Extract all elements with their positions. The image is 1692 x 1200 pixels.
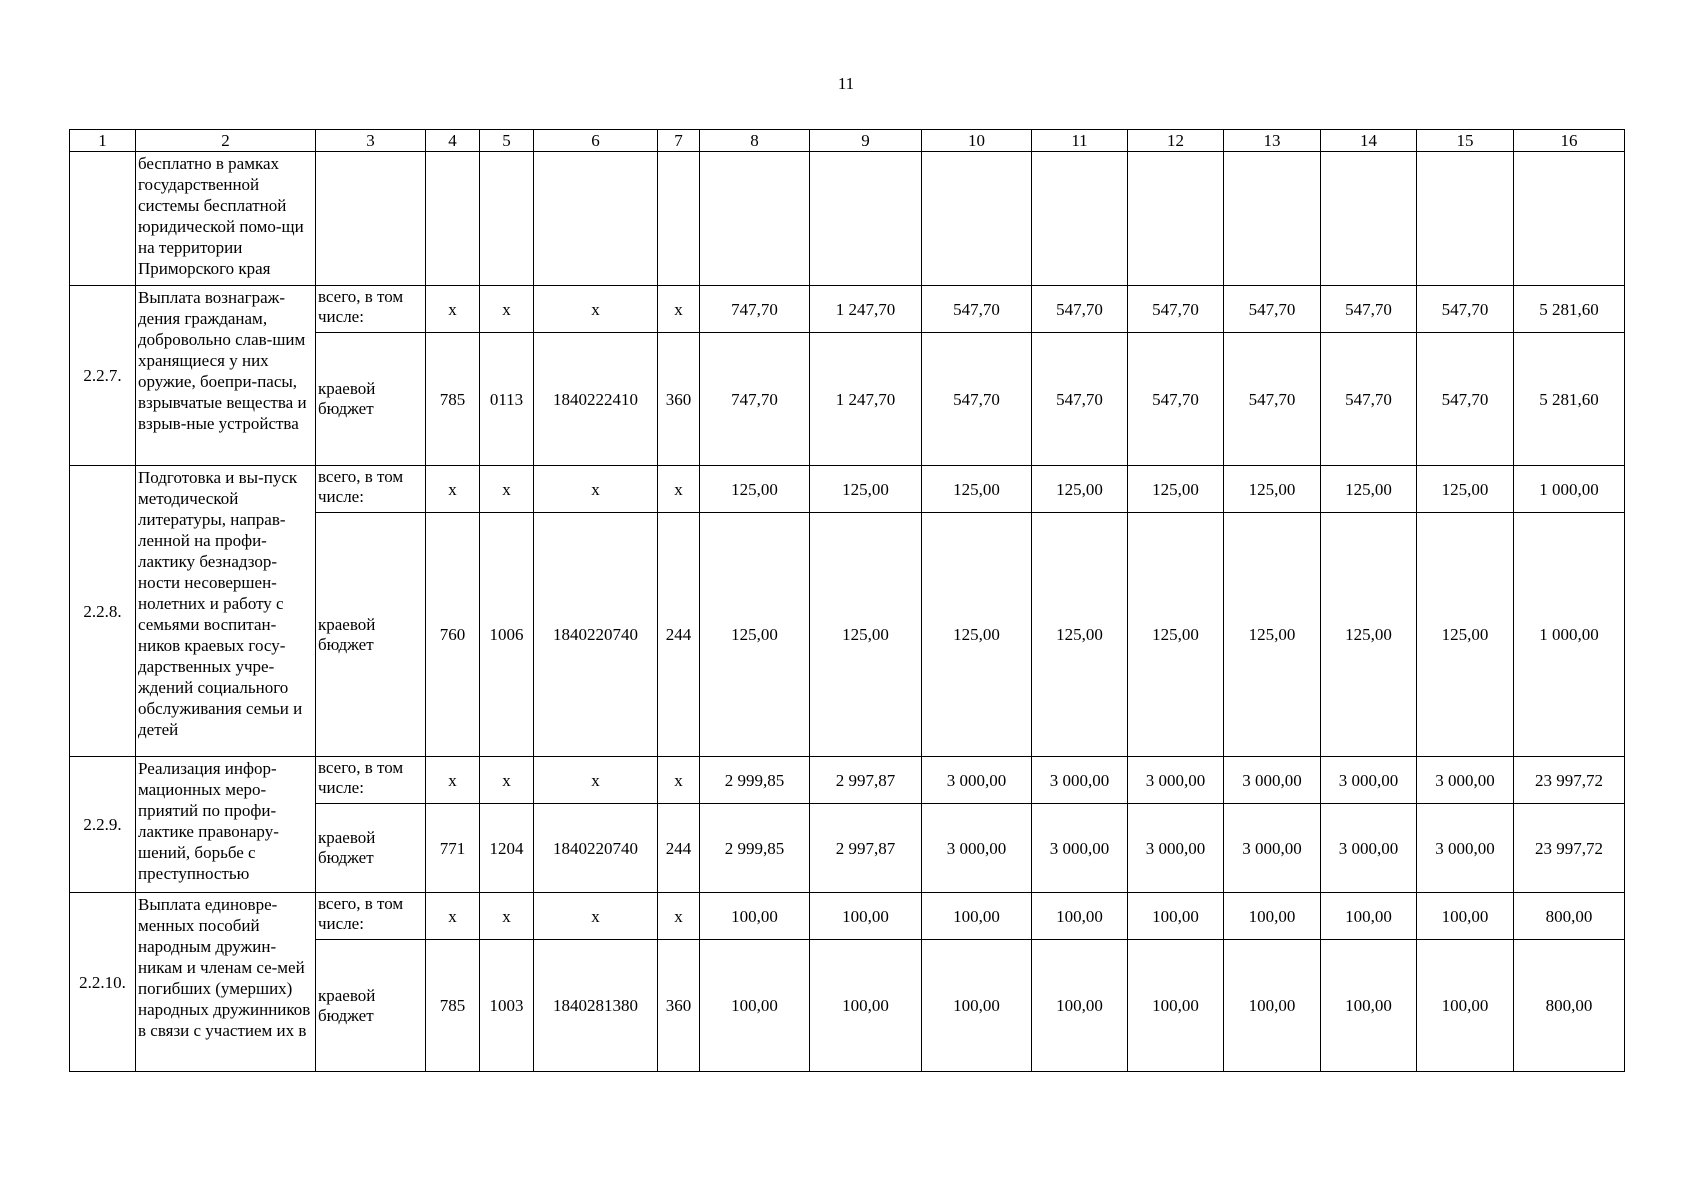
funding-source: всего, в том числе: — [316, 466, 426, 513]
measure-name: Реализация инфор-мационных меро-приятий по профи-лактике правонару-шений, борьбе с преступностью — [136, 757, 316, 893]
measure-name-continuation: бесплатно в рамках государственной системы бесплатной юридической помо-щи на территории Приморского края — [136, 152, 316, 286]
value-cell: 2 997,87 — [810, 757, 922, 804]
value-cell: 125,00 — [922, 513, 1032, 757]
column-header: 16 — [1514, 130, 1625, 152]
table-row-total — [70, 466, 1625, 513]
value-cell: 100,00 — [1128, 893, 1224, 940]
code-cell: 360 — [658, 940, 700, 1072]
column-header: 7 — [658, 130, 700, 152]
funding-source: всего, в том числе: — [316, 286, 426, 333]
value-cell: 2 997,87 — [810, 804, 922, 893]
code-cell: 1840281380 — [534, 940, 658, 1072]
value-cell: 1 000,00 — [1514, 513, 1625, 757]
value-cell: 3 000,00 — [1417, 804, 1514, 893]
value-cell: 5 281,60 — [1514, 333, 1625, 466]
page-number: 11 — [837, 74, 855, 93]
value-cell: 3 000,00 — [1032, 804, 1128, 893]
value-cell: 100,00 — [1321, 893, 1417, 940]
code-cell: 1204 — [480, 804, 534, 893]
code-cell: 1003 — [480, 940, 534, 1072]
funding-source: краевой бюджет — [316, 940, 426, 1072]
funding-source: краевой бюджет — [316, 804, 426, 893]
column-header: 3 — [316, 130, 426, 152]
value-cell: 125,00 — [1128, 513, 1224, 757]
value-cell: 125,00 — [810, 466, 922, 513]
value-cell: 547,70 — [1417, 286, 1514, 333]
value-cell: 100,00 — [700, 893, 810, 940]
code-cell: 785 — [426, 940, 480, 1072]
value-cell: 547,70 — [1321, 286, 1417, 333]
value-cell: 100,00 — [1032, 893, 1128, 940]
value-cell: 800,00 — [1514, 940, 1625, 1072]
value-cell: 3 000,00 — [1128, 757, 1224, 804]
column-header: 2 — [136, 130, 316, 152]
code-cell: x — [480, 757, 534, 804]
code-cell: x — [426, 466, 480, 513]
code-cell: 1840222410 — [534, 333, 658, 466]
code-cell: 244 — [658, 804, 700, 893]
value-cell: 100,00 — [700, 940, 810, 1072]
value-cell: 125,00 — [1321, 513, 1417, 757]
column-header: 9 — [810, 130, 922, 152]
value-cell: 125,00 — [1321, 466, 1417, 513]
value-cell: 1 000,00 — [1514, 466, 1625, 513]
value-cell: 547,70 — [1032, 286, 1128, 333]
value-cell: 547,70 — [1321, 333, 1417, 466]
value-cell: 547,70 — [922, 286, 1032, 333]
value-cell: 125,00 — [922, 466, 1032, 513]
code-cell: x — [658, 286, 700, 333]
value-cell: 547,70 — [1128, 286, 1224, 333]
header-row — [70, 130, 1625, 152]
value-cell: 3 000,00 — [1032, 757, 1128, 804]
value-cell: 1 247,70 — [810, 286, 922, 333]
value-cell: 3 000,00 — [1224, 804, 1321, 893]
value-cell: 2 999,85 — [700, 804, 810, 893]
column-header: 15 — [1417, 130, 1514, 152]
value-cell: 125,00 — [810, 513, 922, 757]
value-cell: 100,00 — [810, 940, 922, 1072]
value-cell: 100,00 — [1417, 893, 1514, 940]
code-cell: 0113 — [480, 333, 534, 466]
budget-table — [69, 129, 1625, 1072]
value-cell: 125,00 — [1032, 466, 1128, 513]
value-cell: 100,00 — [1321, 940, 1417, 1072]
value-cell: 23 997,72 — [1514, 757, 1625, 804]
column-header: 1 — [70, 130, 136, 152]
measure-number: 2.2.10. — [70, 893, 136, 1072]
value-cell: 125,00 — [1128, 466, 1224, 513]
code-cell: 1840220740 — [534, 513, 658, 757]
code-cell: 1006 — [480, 513, 534, 757]
continuation-row — [70, 152, 1625, 286]
table-row-total — [70, 757, 1625, 804]
value-cell: 3 000,00 — [1128, 804, 1224, 893]
value-cell: 100,00 — [1128, 940, 1224, 1072]
column-header: 6 — [534, 130, 658, 152]
value-cell: 100,00 — [810, 893, 922, 940]
code-cell: 1840220740 — [534, 804, 658, 893]
value-cell: 100,00 — [1417, 940, 1514, 1072]
column-header: 4 — [426, 130, 480, 152]
value-cell: 5 281,60 — [1514, 286, 1625, 333]
value-cell: 100,00 — [1224, 893, 1321, 940]
value-cell: 125,00 — [1224, 513, 1321, 757]
code-cell: x — [480, 466, 534, 513]
code-cell: x — [534, 466, 658, 513]
measure-number: 2.2.9. — [70, 757, 136, 893]
column-header: 14 — [1321, 130, 1417, 152]
value-cell: 747,70 — [700, 333, 810, 466]
value-cell: 125,00 — [1224, 466, 1321, 513]
value-cell: 100,00 — [922, 893, 1032, 940]
code-cell: x — [426, 757, 480, 804]
code-cell: x — [658, 757, 700, 804]
column-header: 12 — [1128, 130, 1224, 152]
code-cell: x — [426, 893, 480, 940]
value-cell: 747,70 — [700, 286, 810, 333]
code-cell: x — [480, 893, 534, 940]
code-cell: x — [534, 893, 658, 940]
value-cell: 125,00 — [700, 466, 810, 513]
measure-name: Подготовка и вы-пуск методической литературы, направ-ленной на профи-лактику безнадзор-ности несовершен-нолетних и работу с семьями воспитан-ников краевых госу-дарственных учре-ждений социального обслуживания семьи и детей — [136, 466, 316, 757]
value-cell: 125,00 — [1032, 513, 1128, 757]
value-cell: 100,00 — [1224, 940, 1321, 1072]
code-cell: x — [426, 286, 480, 333]
funding-source: всего, в том числе: — [316, 893, 426, 940]
code-cell: x — [534, 286, 658, 333]
funding-source: всего, в том числе: — [316, 757, 426, 804]
code-cell: 760 — [426, 513, 480, 757]
value-cell: 547,70 — [1417, 333, 1514, 466]
funding-source: краевой бюджет — [316, 333, 426, 466]
column-header: 11 — [1032, 130, 1128, 152]
value-cell: 1 247,70 — [810, 333, 922, 466]
code-cell: x — [658, 466, 700, 513]
code-cell: 771 — [426, 804, 480, 893]
value-cell: 547,70 — [1032, 333, 1128, 466]
table-row-total — [70, 286, 1625, 333]
code-cell: 785 — [426, 333, 480, 466]
funding-source: краевой бюджет — [316, 513, 426, 757]
column-header: 8 — [700, 130, 810, 152]
value-cell: 2 999,85 — [700, 757, 810, 804]
value-cell: 547,70 — [1128, 333, 1224, 466]
code-cell: x — [658, 893, 700, 940]
value-cell: 547,70 — [1224, 333, 1321, 466]
table-row-total — [70, 893, 1625, 940]
measure-number: 2.2.8. — [70, 466, 136, 757]
value-cell: 125,00 — [1417, 513, 1514, 757]
value-cell: 3 000,00 — [1417, 757, 1514, 804]
value-cell: 3 000,00 — [1224, 757, 1321, 804]
value-cell: 3 000,00 — [1321, 757, 1417, 804]
measure-number: 2.2.7. — [70, 286, 136, 466]
value-cell: 800,00 — [1514, 893, 1625, 940]
value-cell: 547,70 — [1224, 286, 1321, 333]
value-cell: 3 000,00 — [922, 804, 1032, 893]
value-cell: 100,00 — [1032, 940, 1128, 1072]
column-header: 10 — [922, 130, 1032, 152]
column-header: 5 — [480, 130, 534, 152]
code-cell: 244 — [658, 513, 700, 757]
measure-name: Выплата единовре-менных пособий народным дружин-никам и членам се-мей погибших (умерших) народных дружинников в связи с участием их в — [136, 893, 316, 1072]
value-cell: 3 000,00 — [922, 757, 1032, 804]
value-cell: 125,00 — [1417, 466, 1514, 513]
value-cell: 547,70 — [922, 333, 1032, 466]
measure-name: Выплата вознаграж-дения гражданам, добровольно слав-шим хранящиеся у них оружие, боепри-пасы, взрывчатые вещества и взрыв-ные устройства — [136, 286, 316, 466]
code-cell: x — [480, 286, 534, 333]
value-cell: 100,00 — [922, 940, 1032, 1072]
column-header: 13 — [1224, 130, 1321, 152]
value-cell: 3 000,00 — [1321, 804, 1417, 893]
code-cell: 360 — [658, 333, 700, 466]
value-cell: 125,00 — [700, 513, 810, 757]
value-cell: 23 997,72 — [1514, 804, 1625, 893]
code-cell: x — [534, 757, 658, 804]
